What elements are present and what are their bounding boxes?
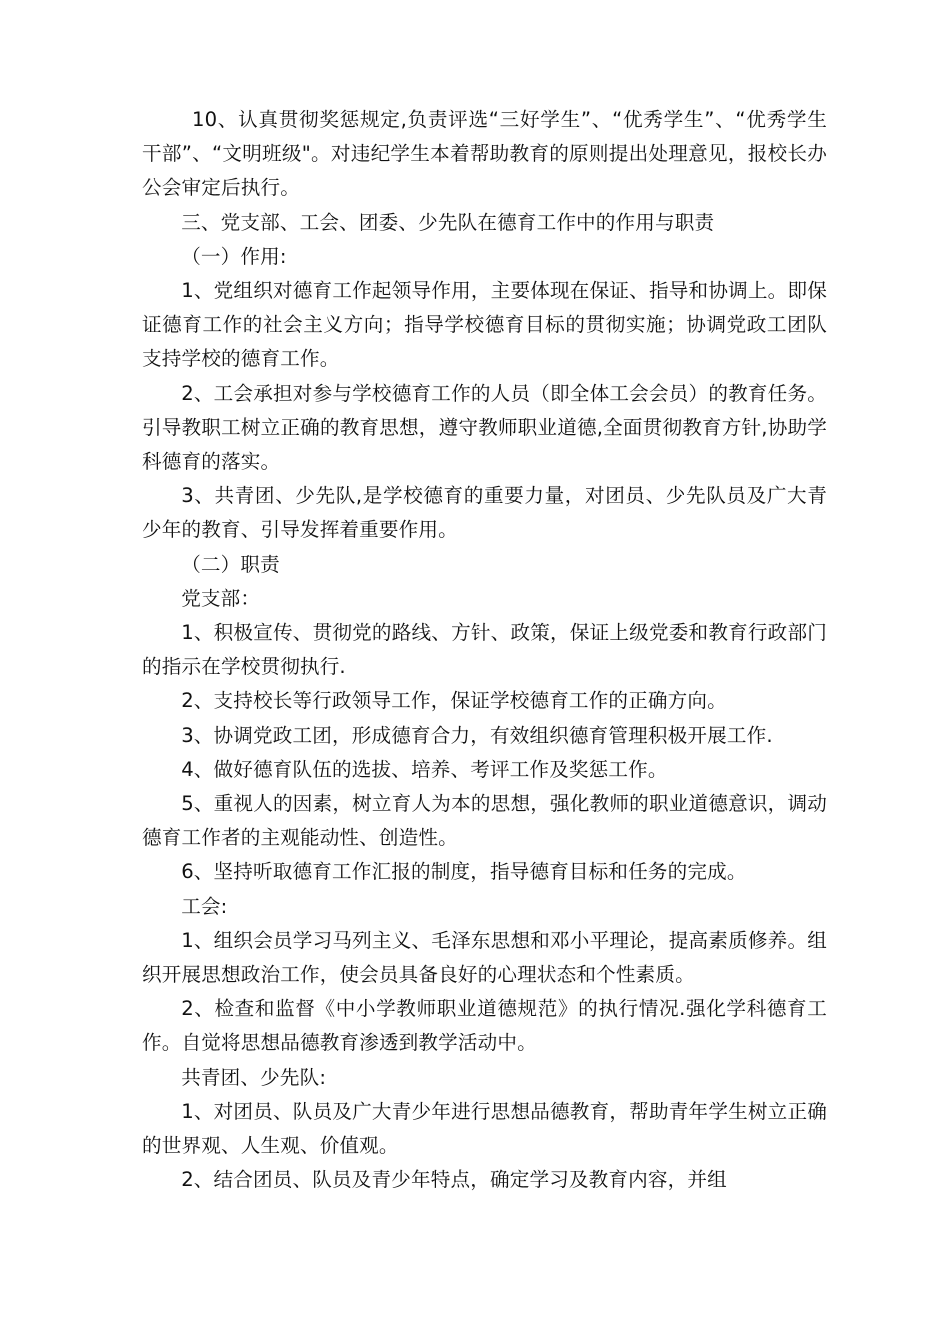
subheading-role: （一）作用: [181,244,287,268]
paragraph-party-3: 3、协调党政工团，形成德育合力，有效组织德育管理积极开展工作. [181,723,773,747]
paragraph-union-1: 1、组织会员学习马列主义、毛泽东思想和邓小平理论，提高素质修养。组织开展思想政治工作，使会员具备良好的心理状态和个性素质。 [142,928,827,987]
paragraph-party-1: 1、积极宣传、贯彻党的路线、方针、政策，保证上级党委和教育行政部门的指示在学校贯彻执行. [142,621,827,679]
paragraph-league-2: 2、结合团员、队员及青少年特点，确定学习及教育内容，并组 [181,1168,727,1192]
paragraph-party-4: 4、做好德育队伍的选拔、培养、考评工作及奖惩工作。 [181,757,668,781]
paragraph-role-3: 3、共青团、少先队,是学校德育的重要力量，对团员、少先队员及广大青少年的教育、引导发挥着重要作用。 [142,484,827,542]
paragraph-item-10: 10、认真贯彻奖惩规定,负责评选“三好学生”、“优秀学生”、“优秀学生干部”、“文明班级"。对违纪学生本着帮助教育的原则提出处理意见，报校长办公会审定后执行。 [142,108,827,200]
paragraph-party-2: 2、支持校长等行政领导工作，保证学校德育工作的正确方向。 [181,689,727,713]
paragraph-role-1: 1、党组织对德育工作起领导作用，主要体现在保证、指导和协调上。即保证德育工作的社会主义方向；指导学校德育目标的贯彻实施；协调党政工团队支持学校的德育工作。 [142,279,827,371]
paragraph-union-2: 2、检查和监督《中小学教师职业道德规范》的执行情况.强化学科德育工作。自觉将思想品德教育渗透到教学活动中。 [142,997,827,1055]
paragraph-party-6: 6、坚持听取德育工作汇报的制度，指导德育目标和任务的完成。 [181,860,747,884]
label-party-branch: 党支部： [181,586,261,610]
paragraph-league-1: 1、对团员、队员及广大青少年进行思想品德教育，帮助青年学生树立正确的世界观、人生观、价值观。 [142,1099,827,1158]
label-youth-league: 共青团、少先队: [181,1065,327,1089]
label-union: 工会: [181,894,228,918]
section-heading-three: 三、党支部、工会、团委、少先队在德育工作中的作用与职责 [181,210,715,234]
subheading-duties: （二）职责 [181,552,280,576]
paragraph-party-5: 5、重视人的因素，树立育人为本的思想，强化教师的职业道德意识，调动德育工作者的主观能动性、创造性。 [142,792,827,850]
document-body [142,103,827,1198]
paragraph-role-2: 2、工会承担对参与学校德育工作的人员（即全体工会会员）的教育任务。引导教职工树立正确的教育思想，遵守教师职业道德,全面贯彻教育方针,协助学科德育的落实。 [142,381,827,474]
